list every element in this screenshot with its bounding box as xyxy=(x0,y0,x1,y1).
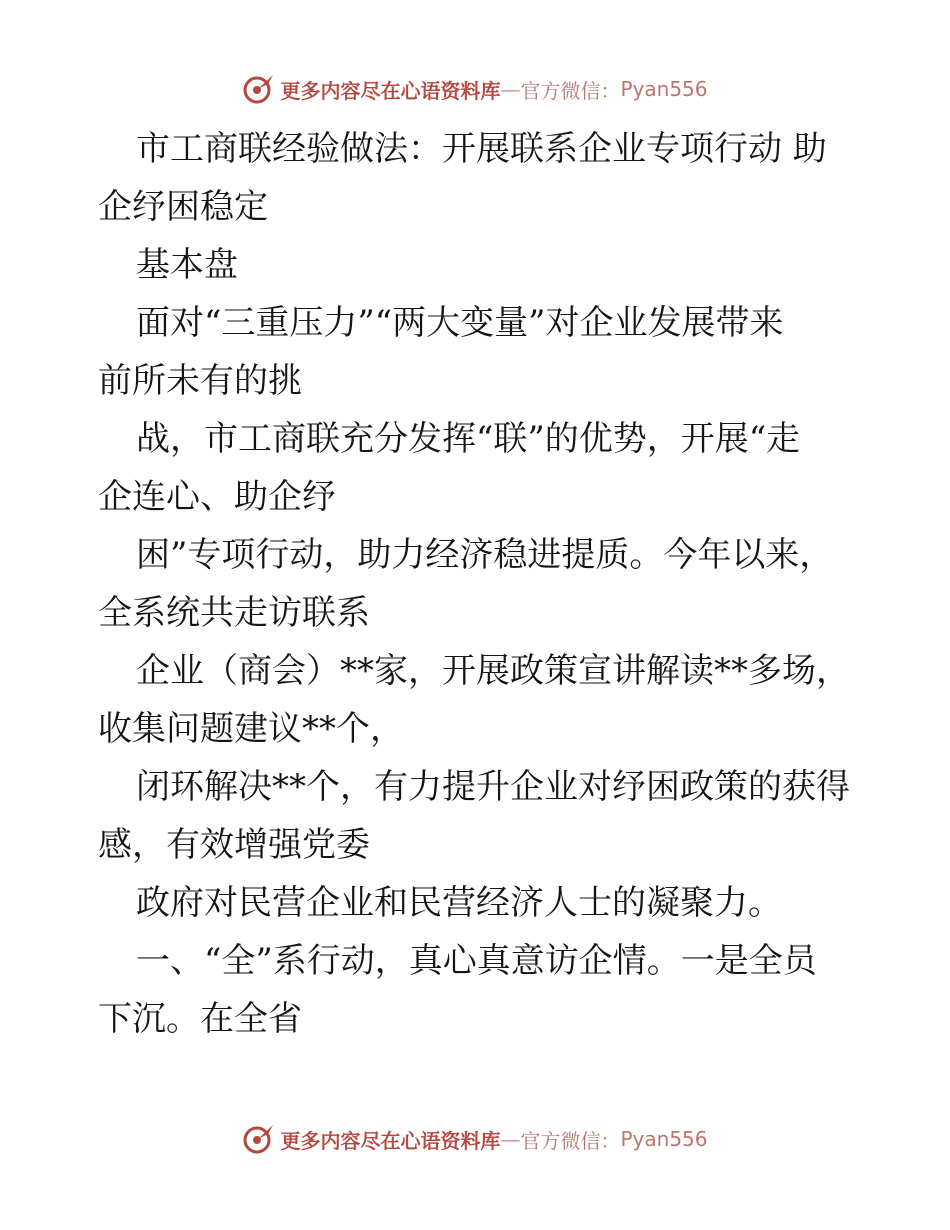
watermark-footer xyxy=(0,1122,950,1156)
text-line: 企业（商会）**家，开展政策宣讲解读**多场， xyxy=(136,651,850,691)
text-line: 政府对民营企业和民营经济人士的凝聚力。 xyxy=(136,883,782,923)
text-line: 下沉。在全省 xyxy=(98,999,302,1039)
text-line: 困”专项行动，助力经济稳进提质。今年以来， xyxy=(136,535,834,575)
text-line: 闭环解决**个，有力提升企业对纾困政策的获得 xyxy=(136,767,850,807)
watermark-separator: — xyxy=(500,77,521,101)
text-line: 面对“三重压力”“两大变量”对企业发展带来 xyxy=(136,303,784,343)
watermark-header xyxy=(0,72,950,106)
text-line: 市工商联经验做法：开展联系企业专项行动 助 xyxy=(136,129,827,169)
text-line: 一、“全”系行动，真心真意访企情。一是全员 xyxy=(136,941,817,981)
text-line: 战，市工商联充分发挥“联”的优势，开展“走 xyxy=(136,419,801,459)
watermark-separator: — xyxy=(500,1127,521,1151)
quill-logo-icon xyxy=(242,72,276,106)
text-line: 全系统共走访联系 xyxy=(98,593,370,633)
watermark-wechat-id: Pyan556 xyxy=(620,1127,708,1151)
watermark-wechat-label: 官方微信： xyxy=(520,78,621,103)
watermark-wechat-id: Pyan556 xyxy=(620,77,708,101)
document-body xyxy=(98,120,858,1048)
text-line: 基本盘 xyxy=(136,245,238,285)
watermark-main-text: 更多内容尽在心语资料库 xyxy=(280,78,501,103)
text-line: 企连心、助企纾 xyxy=(98,477,336,517)
watermark-wechat-label: 官方微信： xyxy=(520,1128,621,1153)
text-line: 前所未有的挑 xyxy=(98,361,302,401)
text-line: 企纾困稳定 xyxy=(98,187,268,227)
text-line: 收集问题建议**个， xyxy=(98,709,404,749)
watermark-main-text: 更多内容尽在心语资料库 xyxy=(280,1128,501,1153)
quill-logo-icon xyxy=(242,1122,276,1156)
text-line: 感，有效增强党委 xyxy=(98,825,370,865)
